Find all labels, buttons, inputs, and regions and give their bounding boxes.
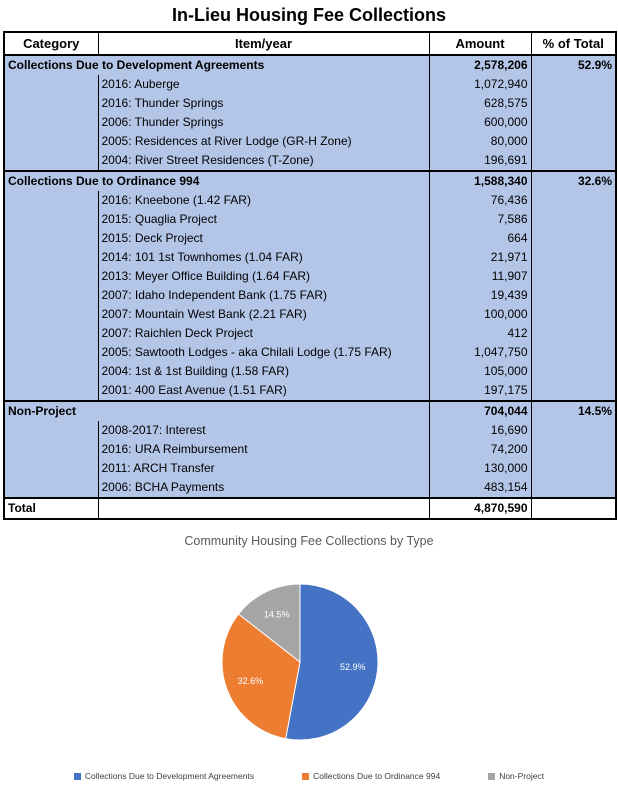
item-row <box>4 459 616 478</box>
item-amount: 19,439 <box>429 286 531 305</box>
item-category-cell <box>4 191 98 210</box>
item-pct-cell <box>531 305 616 324</box>
item-row <box>4 421 616 440</box>
item-row <box>4 440 616 459</box>
item-amount: 11,907 <box>429 267 531 286</box>
group-category: Non-Project <box>4 401 429 421</box>
item-label: 2008-2017: Interest <box>98 421 429 440</box>
item-amount: 197,175 <box>429 381 531 401</box>
item-amount: 196,691 <box>429 151 531 171</box>
item-label: 2004: 1st & 1st Building (1.58 FAR) <box>98 362 429 381</box>
item-category-cell <box>4 459 98 478</box>
group-header-row <box>4 55 616 75</box>
item-amount: 76,436 <box>429 191 531 210</box>
item-pct-cell <box>531 229 616 248</box>
item-row <box>4 343 616 362</box>
pie-data-label: 32.6% <box>237 675 264 686</box>
item-label: 2015: Deck Project <box>98 229 429 248</box>
item-row <box>4 478 616 498</box>
item-pct-cell <box>531 191 616 210</box>
item-label: 2007: Mountain West Bank (2.21 FAR) <box>98 305 429 324</box>
item-label: 2013: Meyer Office Building (1.64 FAR) <box>98 267 429 286</box>
item-category-cell <box>4 132 98 151</box>
chart-title: Community Housing Fee Collections by Type <box>184 534 434 548</box>
item-row <box>4 286 616 305</box>
item-label: 2005: Sawtooth Lodges - aka Chilali Lodge (1.75 FAR) <box>98 343 429 362</box>
pie-data-label: 52.9% <box>340 661 366 672</box>
item-label: 2014: 101 1st Townhomes (1.04 FAR) <box>98 248 429 267</box>
item-label: 2016: Auberge <box>98 75 429 94</box>
page-title: In-Lieu Housing Fee Collections <box>171 5 447 25</box>
item-amount: 1,047,750 <box>429 343 531 362</box>
item-row <box>4 113 616 132</box>
pie-data-label: 14.5% <box>263 609 290 620</box>
item-amount: 412 <box>429 324 531 343</box>
item-row <box>4 305 616 324</box>
item-row <box>4 248 616 267</box>
item-pct-cell <box>531 75 616 94</box>
column-header-amount: Amount <box>429 32 531 55</box>
item-category-cell <box>4 478 98 498</box>
item-pct-cell <box>531 248 616 267</box>
item-label: 2007: Raichlen Deck Project <box>98 324 429 343</box>
fee-table <box>3 31 617 520</box>
group-category: Collections Due to Development Agreements <box>4 55 429 75</box>
item-pct-cell <box>531 478 616 498</box>
item-label: 2011: ARCH Transfer <box>98 459 429 478</box>
total-row <box>4 498 616 519</box>
item-pct-cell <box>531 324 616 343</box>
legend-item <box>488 771 544 781</box>
group-header-row <box>4 401 616 421</box>
group-amount: 704,044 <box>429 401 531 421</box>
item-label: 2015: Quaglia Project <box>98 210 429 229</box>
item-row <box>4 191 616 210</box>
item-category-cell <box>4 267 98 286</box>
item-pct-cell <box>531 210 616 229</box>
item-category-cell <box>4 151 98 171</box>
legend-swatch-icon <box>488 773 495 780</box>
item-amount: 80,000 <box>429 132 531 151</box>
item-amount: 628,575 <box>429 94 531 113</box>
item-category-cell <box>4 324 98 343</box>
item-pct-cell <box>531 440 616 459</box>
item-label: 2004: River Street Residences (T-Zone) <box>98 151 429 171</box>
item-row <box>4 151 616 171</box>
item-amount: 74,200 <box>429 440 531 459</box>
item-row <box>4 132 616 151</box>
item-label: 2001: 400 East Avenue (1.51 FAR) <box>98 381 429 401</box>
item-amount: 600,000 <box>429 113 531 132</box>
item-category-cell <box>4 305 98 324</box>
item-row <box>4 324 616 343</box>
item-category-cell <box>4 362 98 381</box>
item-category-cell <box>4 113 98 132</box>
item-pct-cell <box>531 421 616 440</box>
item-pct-cell <box>531 286 616 305</box>
item-pct-cell <box>531 113 616 132</box>
column-header-category: Category <box>4 32 98 55</box>
item-amount: 7,586 <box>429 210 531 229</box>
item-amount: 105,000 <box>429 362 531 381</box>
pie-chart <box>0 554 618 769</box>
legend-item <box>74 771 254 781</box>
item-amount: 664 <box>429 229 531 248</box>
legend-item <box>302 771 440 781</box>
item-category-cell <box>4 381 98 401</box>
item-pct-cell <box>531 459 616 478</box>
item-row <box>4 75 616 94</box>
item-row <box>4 267 616 286</box>
column-header-item-year: Item/year <box>98 32 429 55</box>
item-row <box>4 229 616 248</box>
table-header-row <box>4 32 616 55</box>
group-category: Collections Due to Ordinance 994 <box>4 171 429 191</box>
item-amount: 16,690 <box>429 421 531 440</box>
item-label: 2016: Thunder Springs <box>98 94 429 113</box>
legend-swatch-icon <box>74 773 81 780</box>
group-pct: 32.6% <box>531 171 616 191</box>
total-spacer-cell <box>98 498 429 519</box>
item-label: 2016: Kneebone (1.42 FAR) <box>98 191 429 210</box>
total-amount: 4,870,590 <box>429 498 531 519</box>
item-label: 2007: Idaho Independent Bank (1.75 FAR) <box>98 286 429 305</box>
item-category-cell <box>4 94 98 113</box>
fee-table-body <box>4 55 616 498</box>
item-amount: 100,000 <box>429 305 531 324</box>
group-header-row <box>4 171 616 191</box>
legend-label: Non-Project <box>499 771 545 781</box>
item-category-cell <box>4 248 98 267</box>
item-row <box>4 94 616 113</box>
item-label: 2005: Residences at River Lodge (GR-H Zone) <box>98 132 429 151</box>
item-category-cell <box>4 421 98 440</box>
item-row <box>4 362 616 381</box>
item-amount: 1,072,940 <box>429 75 531 94</box>
legend-swatch-icon <box>302 773 309 780</box>
item-amount: 483,154 <box>429 478 531 498</box>
total-label: Total <box>4 498 98 519</box>
legend-label: Collections Due to Development Agreements <box>84 771 255 781</box>
item-pct-cell <box>531 94 616 113</box>
item-label: 2006: Thunder Springs <box>98 113 429 132</box>
item-amount: 21,971 <box>429 248 531 267</box>
chart-legend <box>0 771 618 781</box>
item-pct-cell <box>531 151 616 171</box>
item-category-cell <box>4 440 98 459</box>
group-amount: 2,578,206 <box>429 55 531 75</box>
item-pct-cell <box>531 381 616 401</box>
item-row <box>4 210 616 229</box>
item-category-cell <box>4 210 98 229</box>
item-pct-cell <box>531 362 616 381</box>
item-pct-cell <box>531 343 616 362</box>
item-category-cell <box>4 75 98 94</box>
column-header-pct-of-total: % of Total <box>531 32 616 55</box>
chart-section <box>0 534 618 781</box>
item-category-cell <box>4 229 98 248</box>
item-pct-cell <box>531 132 616 151</box>
item-category-cell <box>4 286 98 305</box>
item-label: 2006: BCHA Payments <box>98 478 429 498</box>
group-pct: 52.9% <box>531 55 616 75</box>
group-amount: 1,588,340 <box>429 171 531 191</box>
legend-label: Collections Due to Ordinance 994 <box>313 771 441 781</box>
item-pct-cell <box>531 267 616 286</box>
group-pct: 14.5% <box>531 401 616 421</box>
item-amount: 130,000 <box>429 459 531 478</box>
item-row <box>4 381 616 401</box>
item-label: 2016: URA Reimbursement <box>98 440 429 459</box>
total-pct-cell <box>531 498 616 519</box>
item-category-cell <box>4 343 98 362</box>
